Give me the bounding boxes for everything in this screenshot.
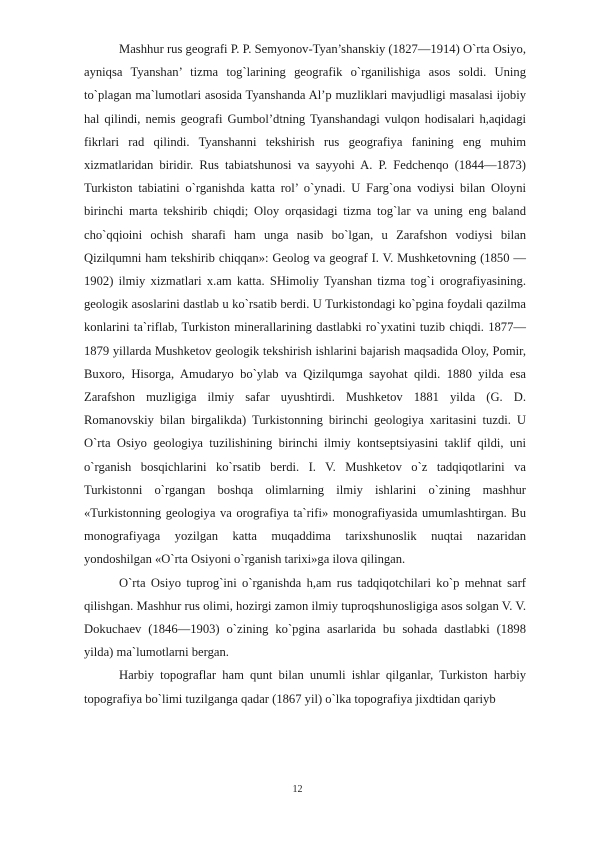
paragraph-1: Mashhur rus geografi P. P. Semyonov-Tyan’shanskiy (1827—1914) O`rta Osiyo, ayniqsa Tyanshan’ tizma tog`larining geografik o`rganilishiga asos soldi. Uning to`plagan ma`lumotlari asosida Tyanshanda Al’p muzliklari mavjudligi masalasi ijobiy hal qilindi, nemis geografi Gumbol’dtning Tyanshandagi vulqon hodisalari h,aqidagi fikrlari rad qilindi. Tyanshanni tekshirish rus geografiya fanining eng muhim xizmatlaridan biridir. Rus tabiatshunosi va sayyohi A. P. Fedchenqo (1844—1873) Turkiston tabiatini o`rganishda katta rol’ o`ynadi. U Farg`ona vodiysi bilan Oloyni birinchi marta tekshirib chiqdi; Oloy orqasidagi tizma tog`lar va uning eng baland cho`qqioini ochish sharafi ham unga nasib bo`lgan, u Zarafshon vodiysi bilan Qizilqumni ham tekshirib chiqqan»: Geolog va geograf I. V. Mushketovning (1850 — 1902) ilmiy xizmatlari x.am katta. SHimoliy Tyanshan tizma tog`i orografiyasining. geologik asoslarini dastlab u ko`rsatib berdi. U Turkistondagi ko`pgina foydali qazilma konlarini ta`riflab, Turkiston minerallarining dastlabki ro`yxatini tuzib chiqdi. 1877—1879 yillarda Mushketov geologik tekshirish ishlarini bajarish maqsadida Oloy, Pomir, Buxoro, Hisorga, Amudaryo bo`ylab va Qizilqumga sayohat qildi. 1880 yilda esa Zarafshon muzligiga ilmiy safar uyushtirdi. Mushketov 1881 yilda (G. D. Romanovskiy bilan birgalikda) Turkistonning birinchi geologiya xaritasini tuzdi. U O`rta Osiyo geologiya tuzilishining birinchi ilmiy kontseptsiyasini taklif qildi, uni o`rganish bosqichlarini ko`rsatib berdi. I. V. Mushketov o`z tadqiqotlarini va Turkistonni o`rgangan boshqa olimlarning ilmiy ishlarini o`zining mashhur «Turkistonning geologiya va orografiya ta`rifi» monografiyasida umumlashtirgan. Bu monografiyaga yozilgan katta muqaddima tarixshunoslik nuqtai nazaridan yondoshilgan «O`rta Osiyoni o`rganish tarixi»ga ilova qilingan. [84, 42, 526, 567]
paragraph-2: O`rta Osiyo tuprog`ini o`rganishda h,am rus tadqiqotchilari ko`p mehnat sarf qilishgan. Mashhur rus olimi, hozirgi zamon ilmiy tuproqshunosligiga asos solgan V. V. Dokuchaev (1846—1903) o`zining ko`pgina asarlarida bu sohada dastlabki (1898 yilda) ma`lumotlarni bergan. [84, 575, 526, 660]
document-page [84, 38, 526, 711]
page-number: 12 [292, 784, 303, 795]
paragraph-3: Harbiy topograflar ham qunt bilan unumli ishlar qilganlar, Turkiston harbiy topografiya bo`limi tuzilganga qadar (1867 yil) o`lka topografiya jixdtidan qariyb [84, 668, 526, 706]
